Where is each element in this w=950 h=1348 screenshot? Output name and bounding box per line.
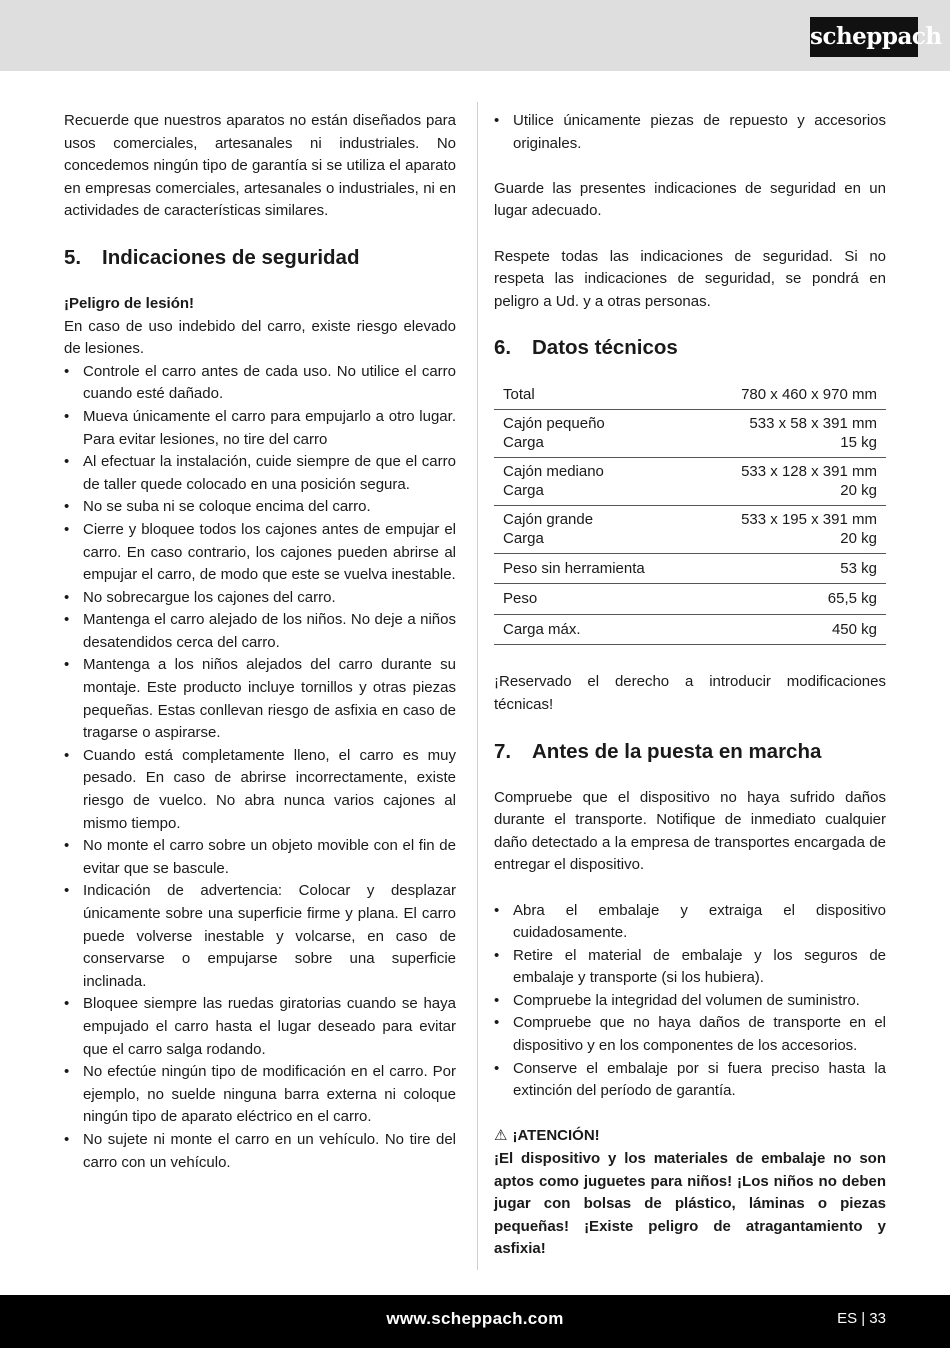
reserved-rights-note: ¡Reservado el derecho a introducir modificaciones técnicas! bbox=[494, 673, 886, 713]
spec-value: 533 x 195 x 391 mm bbox=[741, 510, 877, 528]
spec-label: Cajón pequeño bbox=[503, 414, 605, 432]
danger-title: ¡Peligro de lesión! bbox=[64, 294, 195, 312]
list-item: • Cierre y bloquee todos los cajones antes de empujar el carro. En caso contrario, los cajones pueden abrirse al empujar el carro, de modo que este se vuelva inestable. bbox=[64, 519, 456, 587]
spec-label: Cajón grande bbox=[503, 510, 594, 528]
list-item: • Abra el embalaje y extraiga el dispositivo cuidadosamente. bbox=[494, 900, 886, 945]
list-item: • Mueva únicamente el carro para empujarlo a otro lugar. Para evitar lesiones, no tire del carro bbox=[64, 406, 456, 451]
table-row bbox=[494, 381, 886, 409]
list-item: • Mantenga a los niños alejados del carro durante su montaje. Este producto incluye tornillos y otras piezas pequeñas. Estas conllevan riesgo de asfixia en caso de tragarse o aspirarse. bbox=[64, 654, 456, 744]
list-item: • Conserve el embalaje por si fuera preciso hasta la extinción del período de garantía. bbox=[494, 1058, 886, 1103]
attention-text: ¡El dispositivo y los materiales de embalaje no son aptos como juguetes para niños! ¡Los niños no deben jugar con bolsas de plástico, láminas o piezas pequeñas! ¡Existe peligro de atragantamiento y asfixia! bbox=[494, 1150, 886, 1258]
spec-label: Carga bbox=[503, 434, 544, 452]
section-number: 5. bbox=[64, 245, 82, 269]
website-url: www.scheppach.com bbox=[386, 1309, 564, 1328]
list-item: • Bloquee siempre las ruedas giratorias cuando se haya empujado el carro hasta el lugar deseado para evitar que el carro salga rodando. bbox=[64, 993, 456, 1061]
right-column bbox=[494, 110, 886, 1261]
list-item: • Retire el material de embalaje y los seguros de embalaje y transporte (si los hubiera). bbox=[494, 945, 886, 990]
section-5-heading bbox=[64, 245, 456, 271]
spec-value: 20 kg bbox=[840, 482, 877, 500]
section-title: Indicaciones de seguridad bbox=[102, 245, 360, 269]
spec-label: Peso sin herramienta bbox=[503, 559, 645, 577]
spec-value: 65,5 kg bbox=[827, 590, 877, 608]
section-7-heading bbox=[494, 739, 886, 765]
spec-value: 20 kg bbox=[840, 530, 877, 548]
section-title: Datos técnicos bbox=[532, 336, 678, 360]
table-row bbox=[494, 614, 886, 645]
section-number: 7. bbox=[494, 739, 512, 763]
list-item: • No sujete ni monte el carro en un vehículo. No tire del carro con un vehículo. bbox=[64, 1129, 456, 1174]
spec-label: Peso bbox=[503, 590, 538, 608]
parts-list bbox=[494, 110, 886, 155]
page-number: ES | 33 bbox=[837, 1310, 886, 1327]
table-row bbox=[494, 553, 886, 584]
attention-heading bbox=[494, 1125, 886, 1148]
spec-label: Carga bbox=[503, 530, 544, 548]
keep-instructions-paragraph: Guarde las presentes indicaciones de seguridad en un lugar adecuado. bbox=[494, 179, 886, 220]
attention-title: ¡ATENCIÓN! bbox=[512, 1127, 600, 1145]
table-row bbox=[494, 505, 886, 553]
section-6-heading bbox=[494, 335, 886, 361]
list-item: • No sobrecargue los cajones del carro. bbox=[64, 587, 456, 610]
table-row bbox=[494, 457, 886, 505]
list-item: • Al efectuar la instalación, cuide siempre de que el carro de taller quede colocado en una posición segura. bbox=[64, 451, 456, 496]
danger-text: En caso de uso indebido del carro, existe riesgo elevado de lesiones. bbox=[64, 317, 456, 358]
list-item: • No monte el carro sobre un objeto movible con el fin de evitar que se bascule. bbox=[64, 835, 456, 880]
spec-label: Carga bbox=[503, 482, 544, 500]
spec-value: 533 x 58 x 391 mm bbox=[749, 414, 877, 432]
footer-bar bbox=[0, 1295, 950, 1348]
spec-label: Carga máx. bbox=[503, 620, 581, 638]
safety-list bbox=[64, 361, 456, 1174]
list-item: • Mantenga el carro alejado de los niños. No deje a niños desatendidos cerca del carro. bbox=[64, 609, 456, 654]
spec-value: 53 kg bbox=[840, 559, 877, 577]
list-item: • Compruebe que no haya daños de transporte en el dispositivo y en los componentes de los accesorios. bbox=[494, 1012, 886, 1057]
spec-table bbox=[494, 381, 886, 645]
spec-label: Total bbox=[503, 386, 535, 404]
spec-value: 450 kg bbox=[831, 620, 877, 638]
table-row bbox=[494, 584, 886, 615]
header-bar bbox=[0, 0, 950, 71]
table-row bbox=[494, 409, 886, 457]
list-item: • Indicación de advertencia: Colocar y desplazar únicamente sobre una superficie firme y plana. El carro puede volverse inestable y volcarse, en caso de conservarse o empujarse sobre una superficie inclinada. bbox=[64, 880, 456, 993]
list-item: • No efectúe ningún tipo de modificación en el carro. Por ejemplo, no suelde ninguna barra externa ni coloque ningún tipo de aparato eléctrico en el carro. bbox=[64, 1061, 456, 1129]
list-item: • Compruebe la integridad del volumen de suministro. bbox=[494, 990, 886, 1013]
unpacking-list bbox=[494, 900, 886, 1103]
section-title: Antes de la puesta en marcha bbox=[532, 739, 822, 763]
spec-value: 780 x 460 x 970 mm bbox=[741, 386, 877, 404]
section-number: 6. bbox=[494, 336, 512, 360]
transport-check-paragraph: Compruebe que el dispositivo no haya sufrido daños durante el transporte. Notifique de inmediato cualquier daño detectado a la empresa de transportes encargada de entregar el dispositivo. bbox=[494, 788, 886, 874]
warning-icon: ⚠ bbox=[494, 1127, 508, 1145]
column-divider bbox=[477, 102, 478, 1270]
list-item: • Utilice únicamente piezas de repuesto y accesorios originales. bbox=[494, 110, 886, 155]
list-item: • No se suba ni se coloque encima del carro. bbox=[64, 496, 456, 519]
list-item: • Controle el carro antes de cada uso. No utilice el carro cuando esté dañado. bbox=[64, 361, 456, 406]
left-column bbox=[64, 110, 456, 1174]
spec-label: Cajón mediano bbox=[503, 462, 604, 480]
list-item: • Cuando está completamente lleno, el carro es muy pesado. En caso de abrirse incorrectamente, existe riesgo de vuelco. No abra nunca varios cajones al mismo tiempo. bbox=[64, 745, 456, 835]
intro-paragraph: Recuerde que nuestros aparatos no están diseñados para usos comerciales, artesanales ni industriales. No concedemos ningún tipo de garantía si se utiliza el aparato en empresas comerciales, artesanales o industriales, ni en actividades de características similares. bbox=[64, 112, 456, 220]
brand-logo: scheppach bbox=[810, 17, 918, 57]
spec-value: 533 x 128 x 391 mm bbox=[741, 462, 877, 480]
spec-value: 15 kg bbox=[840, 434, 877, 452]
respect-instructions-paragraph: Respete todas las indicaciones de seguridad. Si no respeta las indicaciones de seguridad, se pondrá en peligro a Ud. y a otras personas. bbox=[494, 247, 886, 310]
